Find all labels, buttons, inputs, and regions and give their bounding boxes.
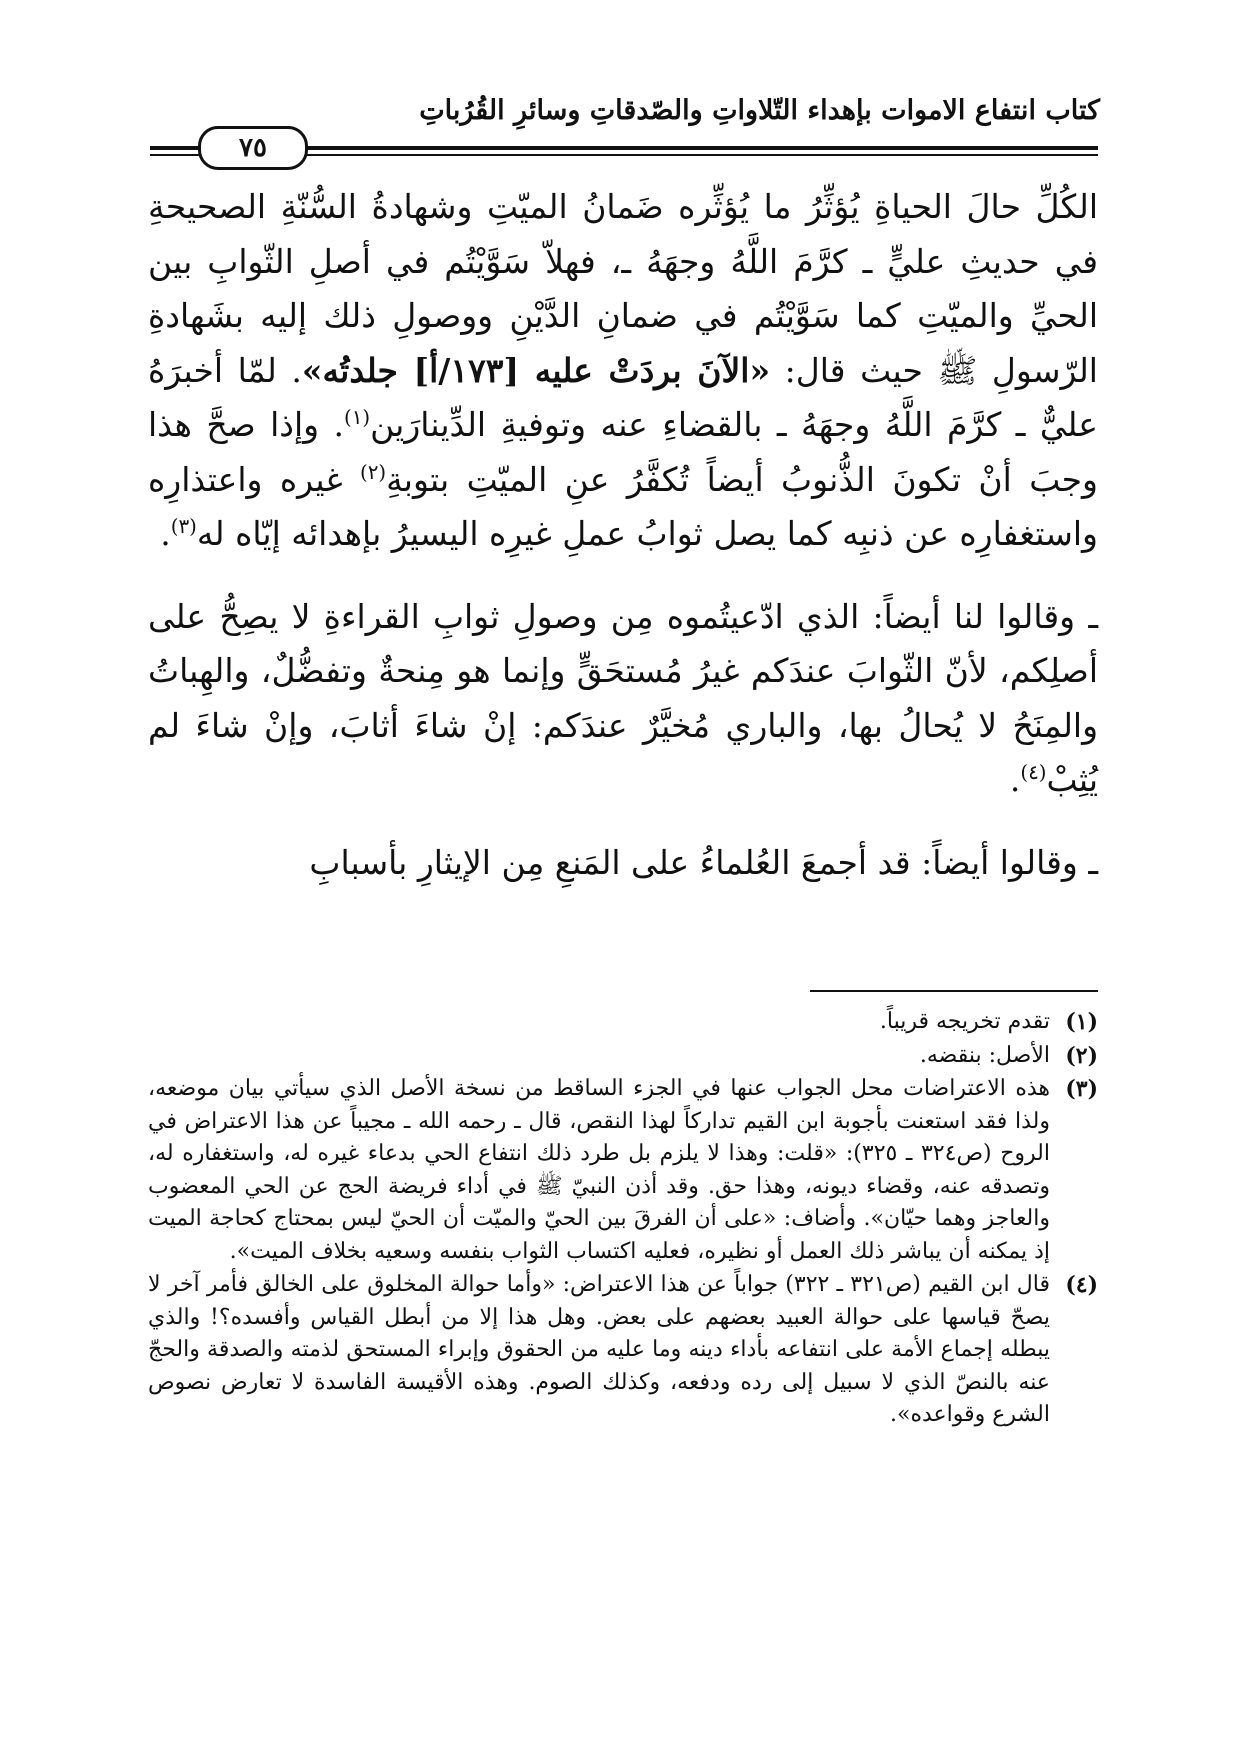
text-segment: ـ وقالوا لنا أيضاً: الذي ادّعيتُموه مِن وصولِ ثوابِ القراءةِ لا يصِحُّ على أصلِكم، لأنّ الثّوابَ عندَكم غيرُ مُستحَقٍّ وإنما هو مِنحةٌ وتفضُّلٌ، والهِباتُ والمِنَحُ لا يُحالُ بها، والباري مُخيَّرٌ عندَكم: إنْ شاءَ أثابَ، وإنْ شاءَ لم يُثِبْ (148, 596, 1098, 799)
paragraph-2 (148, 590, 1098, 808)
running-title: كتاب انتفاع الاموات بإهداء التّلاواتِ والصّدقاتِ وسائرِ القُرُباتِ (419, 95, 1100, 126)
main-text (148, 180, 1098, 890)
hadith-quote: «الآنَ بردَتْ عليه [١٧٣/أ] جلدتُه» (301, 350, 771, 390)
text-segment: الكُلِّ حالَ الحياةِ يُؤثِّرُ ما يُؤثِّره ضَمانُ الميّتِ وشهادةُ السُّنّةِ الصحيحةِ في حديثِ عليٍّ ـ كرَّمَ اللَّهُ وجهَهُ ـ، فهلاّ سَوَّيْتُم في أصلِ الثّوابِ بين الحيِّ والميّتِ كما سَوَّيْتُم في ضمانِ الدَّيْنِ ووصولِ ذلك إليه بشَهادةِ الرّسولِ ﷺ حيث قال: (148, 187, 1098, 390)
footnote-text: قال ابن القيم (ص٣٢١ ـ ٣٢٢) جواباً عن هذا الاعتراض: «وأما حوالة المخلوق على الخالق فأمر آخر لا يصحّ قياسها على حوالة العبيد بعضهم على بعض. وهل هذا إلا من أبطل القياس وأفسده؟! والذي يبطله إجماع الأمة على انتفاعه بأداء دينه وما عليه من الحقوق وإبراء المستحق لذمته والصدقة والحجّ عنه بالنصّ الذي لا سبيل إلى رده ودفعه، وكذلك الصوم. وهذه الأقيسة الفاسدة لا تعارض نصوص الشرع وقواعده». (148, 1272, 1050, 1427)
footnote-ref-4: (٤) (1020, 761, 1047, 784)
text-segment: . (1009, 760, 1021, 799)
footnote-text: الأصل: بنقضه. (919, 1042, 1050, 1068)
text-segment: غيره واعتذارِه واستغفارِه عن ذنبِه كما يصل ثوابُ عملِ غيرِه اليسيرُ بإهدائه إيّاه له (148, 459, 1098, 553)
footnote-ref-2: (٢) (360, 460, 387, 484)
footnote-ref-3: (٣) (170, 515, 197, 538)
footnote-text: تقدم تخريجه قريباً. (879, 1009, 1050, 1034)
text-segment: ـ وقالوا أيضاً: قد أجمعَ العُلماءُ على المَنعِ مِن الإيثارِ بأسبابِ (309, 842, 1098, 882)
text-segment: . وإذا صحَّ هذا وجبَ أنْ تكونَ الذُّنوبُ أيضاً تُكفَّرُ عنِ الميّتِ بتوبةِ (148, 405, 1098, 499)
footnote-1 (148, 1006, 1098, 1039)
footnote-2 (148, 1040, 1098, 1073)
footnote-number: (١) (1065, 1009, 1098, 1035)
page-number: ٧٥ (198, 126, 308, 170)
paragraph-3 (148, 836, 1098, 891)
footnote-number: (٤) (1065, 1272, 1098, 1298)
footnote-separator (810, 990, 1098, 992)
footnote-4 (148, 1269, 1098, 1432)
footnote-number: (٢) (1065, 1042, 1098, 1069)
footnote-3 (148, 1073, 1098, 1268)
text-segment: . (160, 514, 171, 553)
footnote-number: (٣) (1065, 1076, 1098, 1102)
footnotes (148, 1006, 1098, 1432)
footnote-ref-1: (١) (344, 406, 371, 429)
footnote-text: هذه الاعتراضات محل الجواب عنها في الجزء الساقط من نسخة الأصل الذي سيأتي بيان موضعه، ولذا فقد استعنت بأجوبة ابن القيم تداركاً لهذا النقص، قال ـ رحمه الله ـ مجيباً عن هذا الاعتراض في الروح (ص٣٢٤ ـ ٣٢٥): «قلت: وهذا لا يلزم بل طرد ذلك انتفاع الحي بدعاء غيره له، واستغفاره له، وتصدقه عنه، وقضاء ديونه، وهذا حق. وقد أذن النبيّ ﷺ في أداء فريضة الحج عن الحي المعضوب والعاجز وهما حيّان». وأضاف: «على أن الفرقَ بين الحيّ والميّت أن الحيّ ليس بمحتاج كحاجة الميت إذ يمكنه أن يباشر ذلك العمل أو نظيره، فعليه اكتساب الثواب بنفسه وسعيه بخلاف الميت». (148, 1076, 1050, 1264)
paragraph-1 (148, 180, 1098, 562)
text-segment: . لمّا أخبرَهُ عليٌّ ـ كرَّمَ اللَّهُ وجهَهُ ـ بالقضاءِ عنه وتوفيةِ الدِّينارَين (148, 350, 1098, 444)
